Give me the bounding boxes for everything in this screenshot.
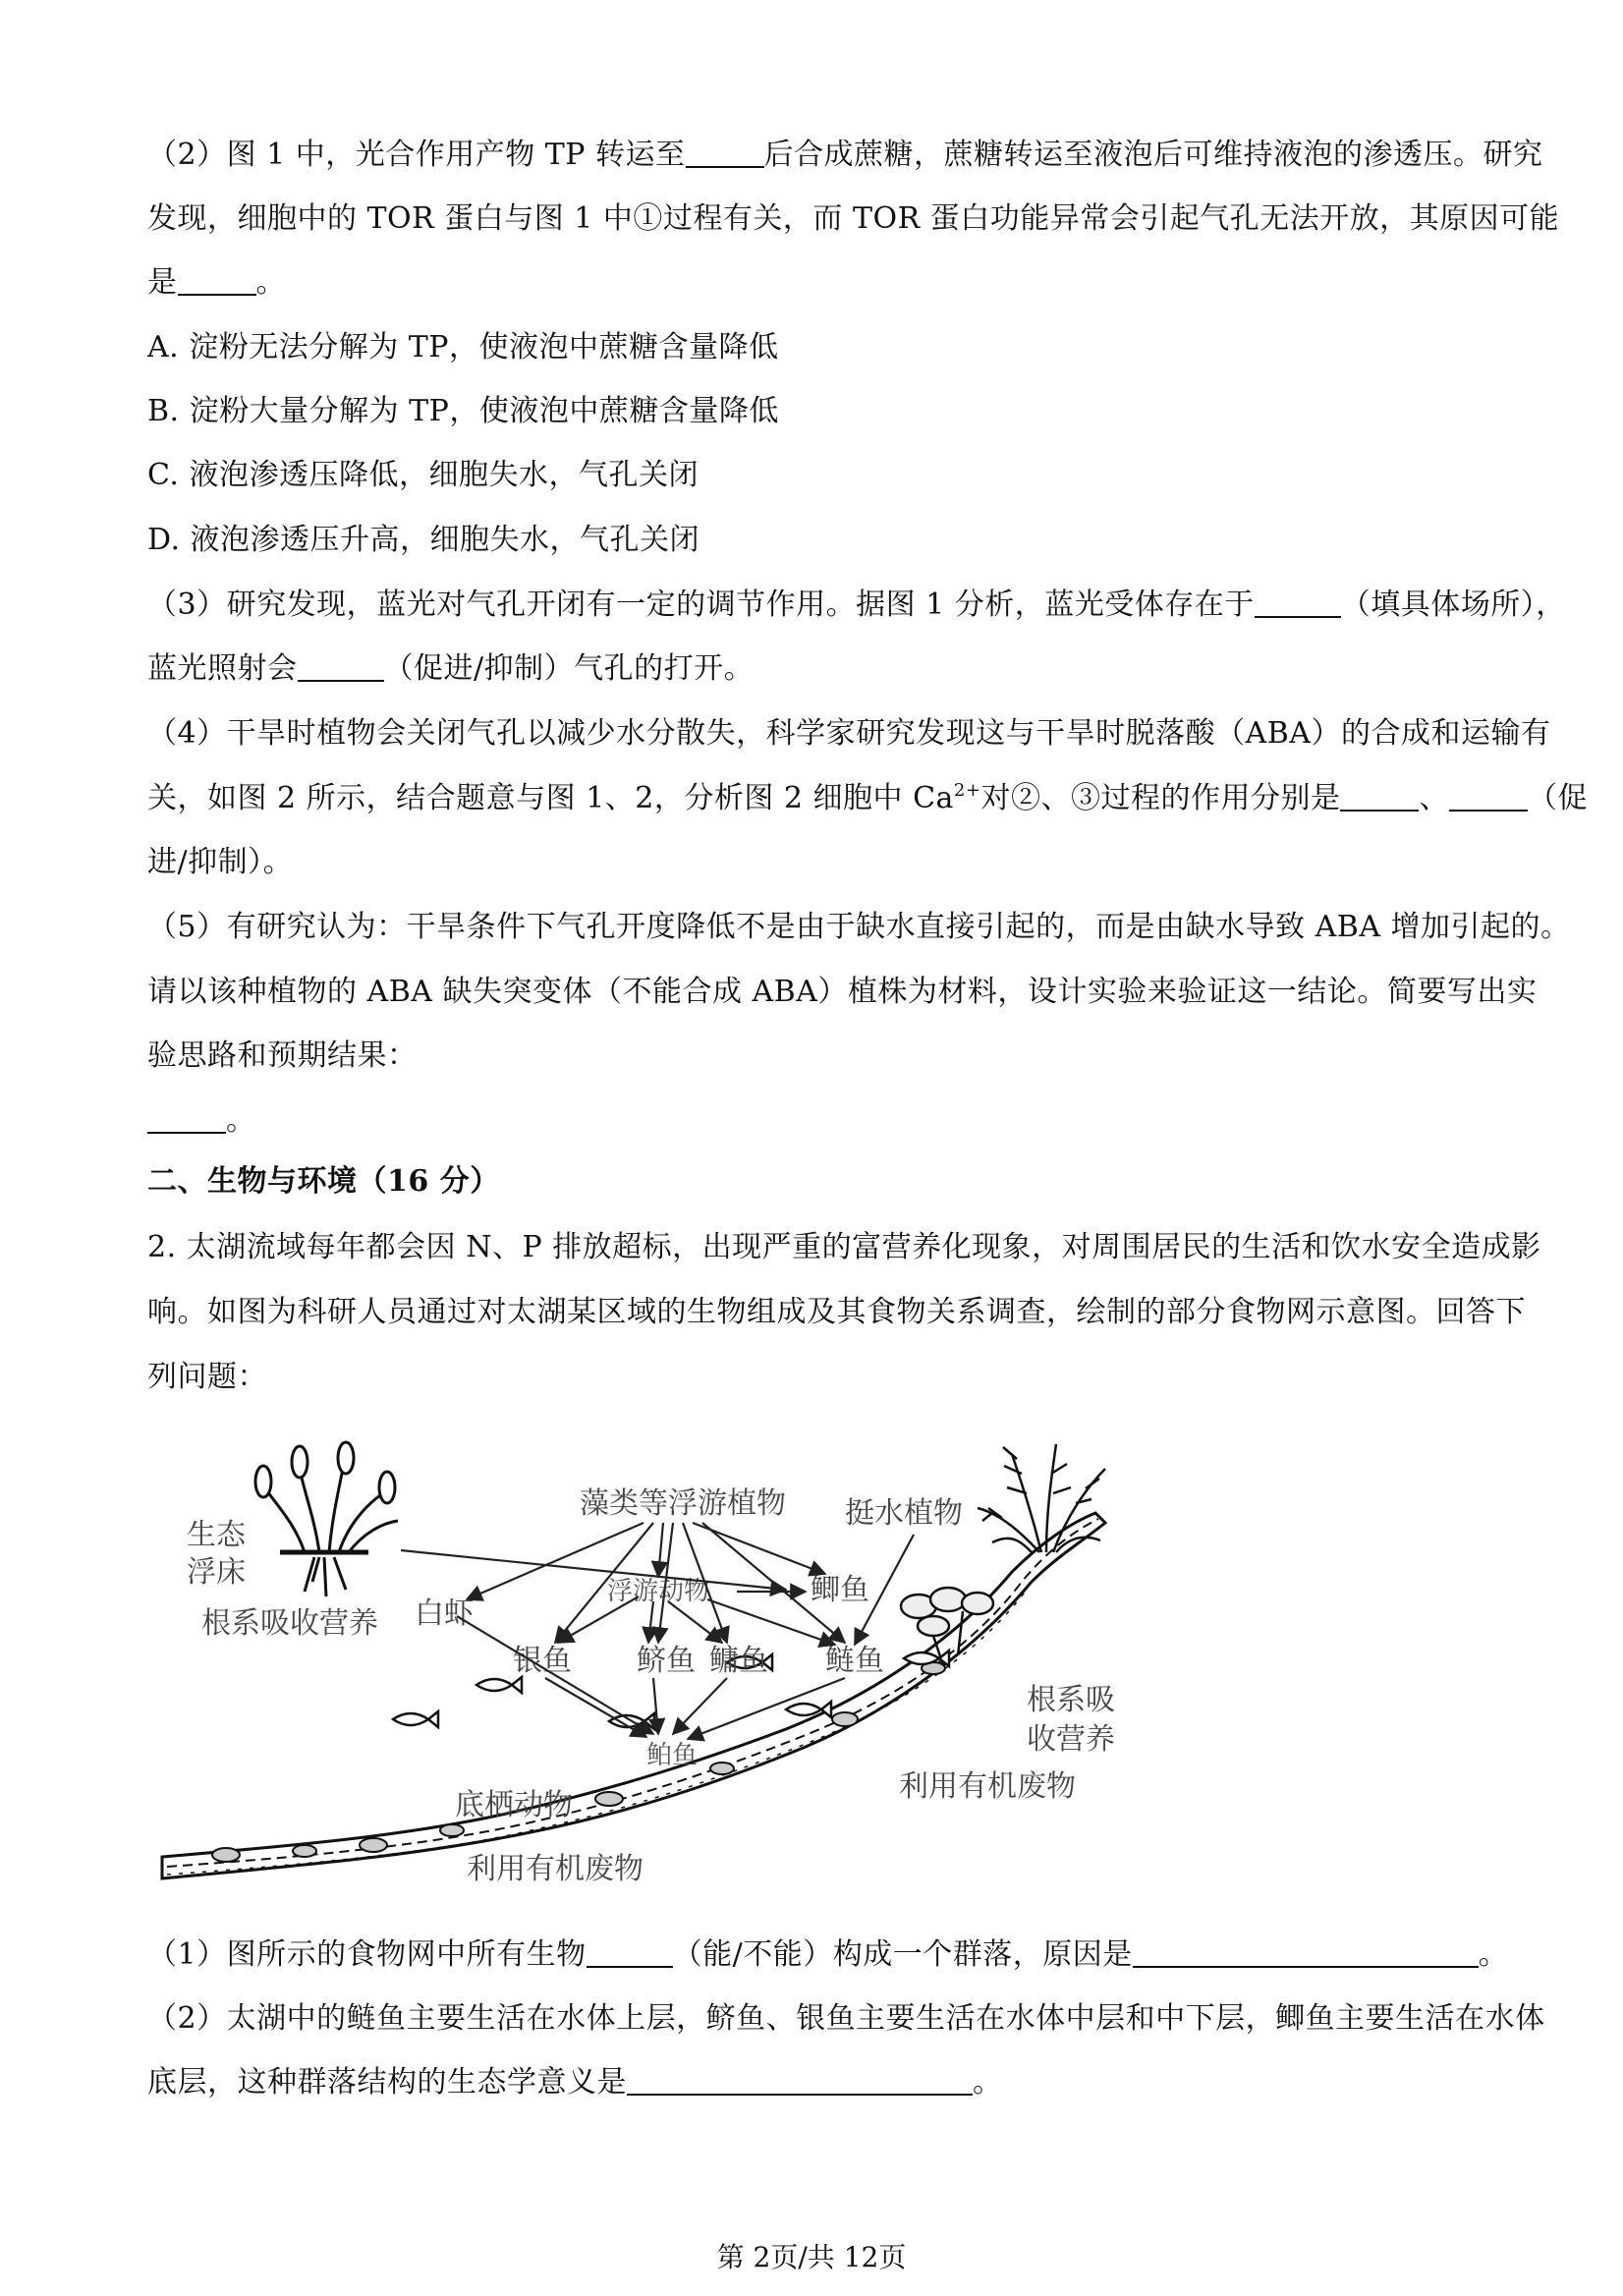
food-web-figure (157, 1434, 1149, 1896)
answer-blank[interactable] (1133, 1936, 1479, 1968)
answer-blank[interactable] (1340, 780, 1419, 812)
q2-part2-line2: 底层，这种群落结构的生态学意义是 。 (147, 2065, 1003, 2100)
q2-line1: 2. 太湖流域每年都会因 N、P 排放超标，出现严重的富营养化现象，对周围居民的生活和饮水安全造成影 (147, 1230, 1541, 1264)
q2-line2: 响。如图为科研人员通过对太湖某区域的生物组成及其食物关系调查，绘制的部分食物网示意图。回答下 (147, 1295, 1526, 1329)
label-benthic-animals: 底栖动物 (455, 1788, 573, 1822)
label-floating-bed-1: 生态 (187, 1518, 246, 1552)
q1-part2-line2: 发现，细胞中的 TOR 蛋白与图 1 中①过程有关，而 TOR 蛋白功能异常会引起气孔无法开放，其原因可能 (147, 201, 1560, 236)
label-white-shrimp: 白虾 (415, 1596, 474, 1631)
food-web-diagram (157, 1434, 1149, 1896)
option-c: C. 液泡渗透压降低，细胞失水，气孔关闭 (147, 458, 699, 492)
answer-blank[interactable] (298, 650, 384, 682)
label-floating-bed-2: 浮床 (187, 1555, 246, 1590)
label-silverfish: 银鱼 (513, 1644, 572, 1678)
q2-part1-line1: （1）图所示的食物网中所有生物 （能/不能）构成一个群落，原因是 。 (147, 1937, 1509, 1972)
emergent-plant-icon (978, 1444, 1105, 1552)
page-number: 第 2页/共 12页 (716, 2241, 907, 2273)
answer-blank[interactable] (627, 2064, 973, 2096)
label-organic-waste-right: 利用有机废物 (899, 1769, 1076, 1804)
q1-part2-line3: 是 。 (147, 265, 286, 300)
label-mandarin-fish: 鲌鱼 (646, 1741, 699, 1770)
q2-line3: 列问题： (147, 1360, 267, 1394)
label-root-absorb: 根系吸收营养 (201, 1606, 378, 1641)
label-zooplankton: 浮游动物 (607, 1577, 710, 1606)
option-a: A. 淀粉无法分解为 TP，使液泡中蔗糖含量降低 (147, 330, 779, 364)
label-crucian-carp: 鲫鱼 (811, 1573, 869, 1607)
label-root-absorb-right-1: 根系吸 (1027, 1683, 1115, 1717)
label-algae: 藻类等浮游植物 (580, 1486, 786, 1521)
q1-part4-line2: 关，如图 2 所示，结合题意与图 1、2，分析图 2 细胞中 $Ca^{2+}$对②、③过程的作用分别是 、 （促 (147, 780, 1588, 815)
q1-part2-line1: （2）图 1 中，光合作用产物 TP 转运至 后合成蔗糖，蔗糖转运至液泡后可维持液泡的渗透压。研究 (147, 138, 1543, 172)
label-bighead-carp: 鳙鱼 (709, 1644, 768, 1678)
q1-part5-line1: （5）有研究认为：干旱条件下气孔开度降低不是由于缺水直接引起的，而是由缺水导致 ABA 增加引起的。 (147, 910, 1571, 944)
answer-blank[interactable] (147, 1102, 226, 1134)
q1-part5-line2: 请以该种植物的 ABA 缺失突变体（不能合成 ABA）植株为材料，设计实验来验证这一结论。简要写出实 (147, 975, 1538, 1009)
lake-bed (162, 1513, 1105, 1878)
answer-blank[interactable] (1255, 587, 1341, 618)
option-d: D. 液泡渗透压升高，细胞失水，气孔关闭 (147, 523, 700, 557)
floating-bed-plant-icon (255, 1442, 398, 1596)
label-anchovy: 鲚鱼 (637, 1644, 696, 1678)
answer-blank[interactable] (587, 1936, 673, 1968)
option-b: B. 淀粉大量分解为 TP，使液泡中蔗糖含量降低 (147, 394, 779, 428)
label-silver-carp: 鲢鱼 (825, 1644, 884, 1678)
q1-part4-line1: （4）干旱时植物会关闭气孔以减少水分散失，科学家研究发现这与干旱时脱落酸（ABA）的合成和运输有 (147, 716, 1551, 751)
answer-blank[interactable] (1449, 780, 1528, 812)
label-organic-waste-left: 利用有机废物 (467, 1852, 644, 1886)
q1-part3-line2: 蓝光照射会 （促进/抑制）气孔的打开。 (147, 651, 755, 686)
label-emergent-plants: 挺水植物 (845, 1496, 963, 1531)
q1-part4-line3: 进/抑制）。 (147, 845, 294, 879)
answer-blank[interactable] (686, 137, 764, 168)
q1-part3-line1: （3）研究发现，蓝光对气孔开闭有一定的调节作用。据图 1 分析，蓝光受体存在于 （填具体场所）， (147, 588, 1566, 622)
label-root-absorb-right-2: 收营养 (1027, 1722, 1115, 1757)
section-heading: 二、生物与环境（16 分） (147, 1164, 500, 1199)
q1-part5-line4: 。 (147, 1101, 1493, 1141)
q2-part2-line1: （2）太湖中的鲢鱼主要生活在水体上层，鲚鱼、银鱼主要生活在水体中层和中下层，鲫鱼主要生活在水体 (147, 2001, 1545, 2036)
q1-part5-line3: 验思路和预期结果： (147, 1038, 418, 1073)
answer-blank[interactable] (178, 264, 256, 296)
